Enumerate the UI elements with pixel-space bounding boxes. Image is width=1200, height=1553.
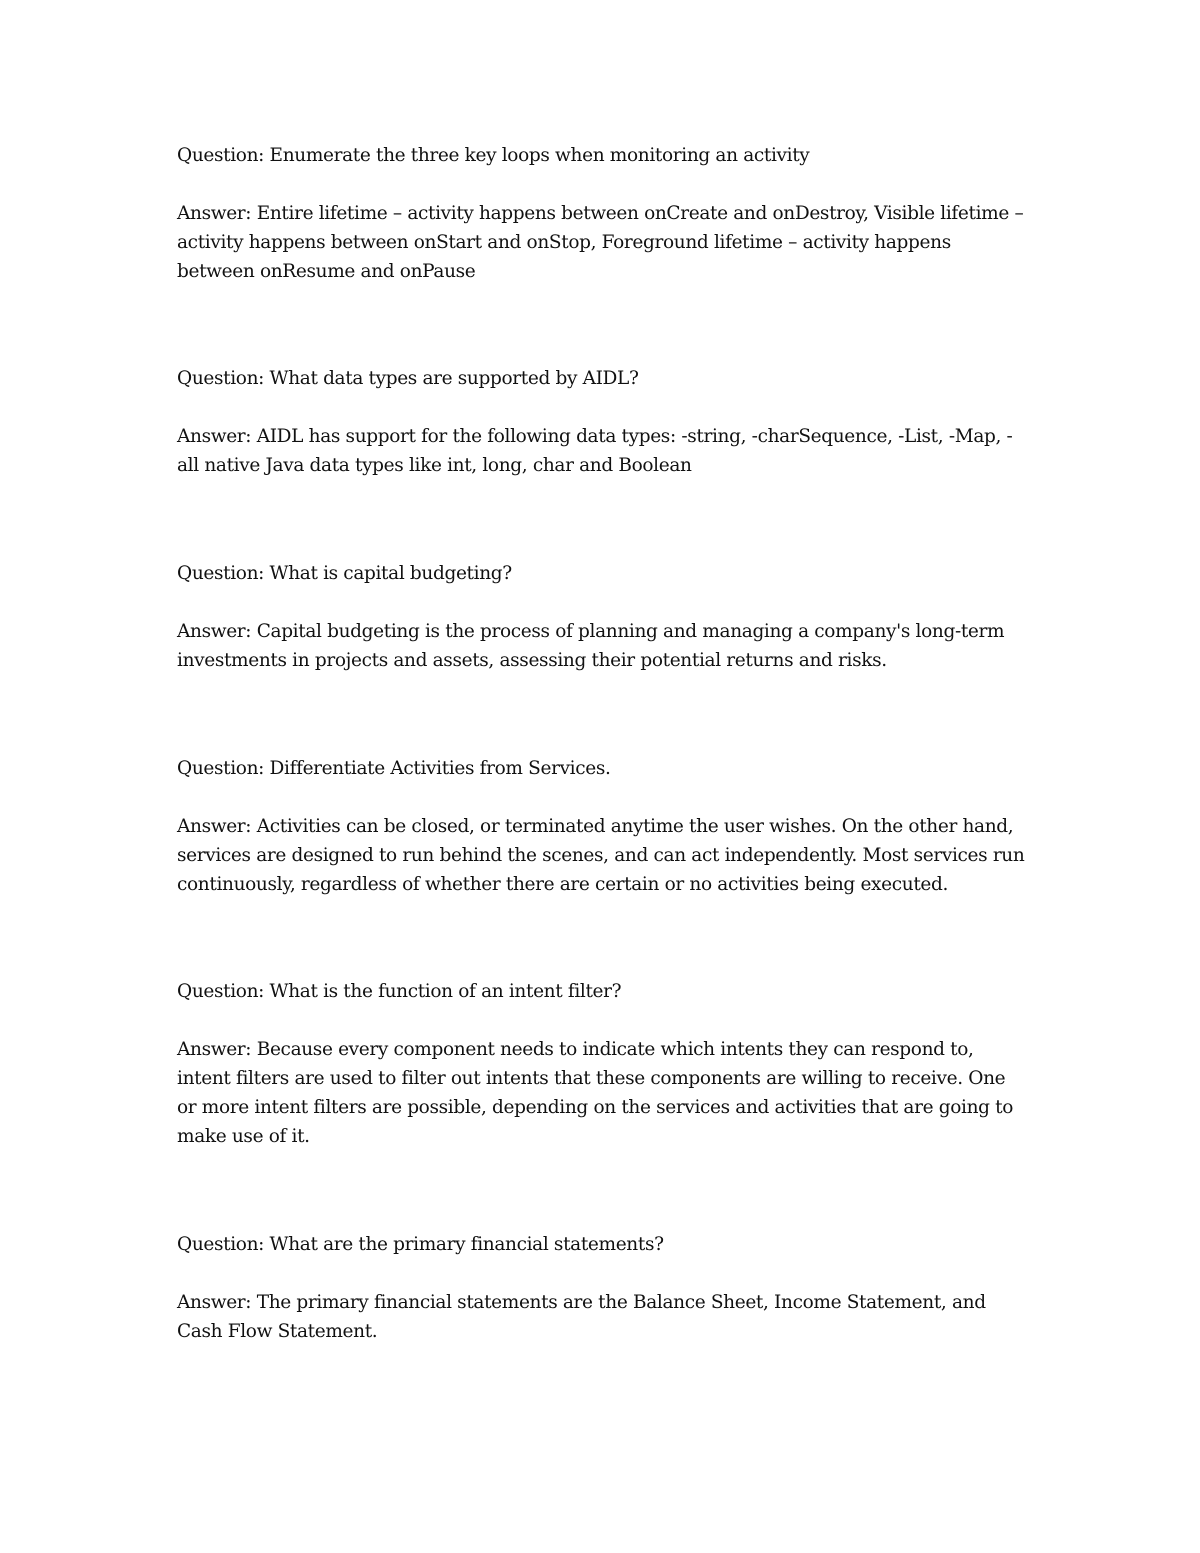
- question-text: Question: What are the primary financial statements?: [177, 1234, 664, 1255]
- document-body: [177, 141, 1037, 1346]
- answer-text: Answer: AIDL has support for the following data types: -string, -charSequence, -List, -Map, -all native Java data types like int, long, char and Boolean: [177, 426, 1013, 476]
- question-text: Question: What is capital budgeting?: [177, 563, 512, 584]
- qa-item-5: [177, 977, 1037, 1151]
- answer-text: Answer: The primary financial statements are the Balance Sheet, Income Statement, and Cash Flow Statement.: [177, 1292, 986, 1342]
- answer-text: Answer: Entire lifetime – activity happens between onCreate and onDestroy, Visible lifetime – activity happens between onStart and onStop, Foreground lifetime – activity happens between onResume and onPause: [177, 203, 1024, 282]
- qa-item-3: [177, 559, 1037, 675]
- qa-item-4: [177, 754, 1037, 899]
- answer-text: Answer: Activities can be closed, or terminated anytime the user wishes. On the other hand, services are designed to run behind the scenes, and can act independently. Most services run continuously, regardless of whether there are certain or no activities being executed.: [177, 816, 1025, 895]
- question-text: Question: What data types are supported by AIDL?: [177, 368, 639, 389]
- qa-item-2: [177, 364, 1037, 480]
- question-text: Question: What is the function of an intent filter?: [177, 981, 622, 1002]
- question-text: Question: Differentiate Activities from Services.: [177, 758, 611, 779]
- qa-item-6: [177, 1230, 1037, 1346]
- qa-item-1: [177, 141, 1037, 286]
- answer-text: Answer: Capital budgeting is the process of planning and managing a company's long-term investments in projects and assets, assessing their potential returns and risks.: [177, 621, 1005, 671]
- question-text: Question: Enumerate the three key loops when monitoring an activity: [177, 145, 810, 166]
- answer-text: Answer: Because every component needs to indicate which intents they can respond to, intent filters are used to filter out intents that these components are willing to receive. One or more intent filters are possible, depending on the services and activities that are going to make use of it.: [177, 1039, 1014, 1147]
